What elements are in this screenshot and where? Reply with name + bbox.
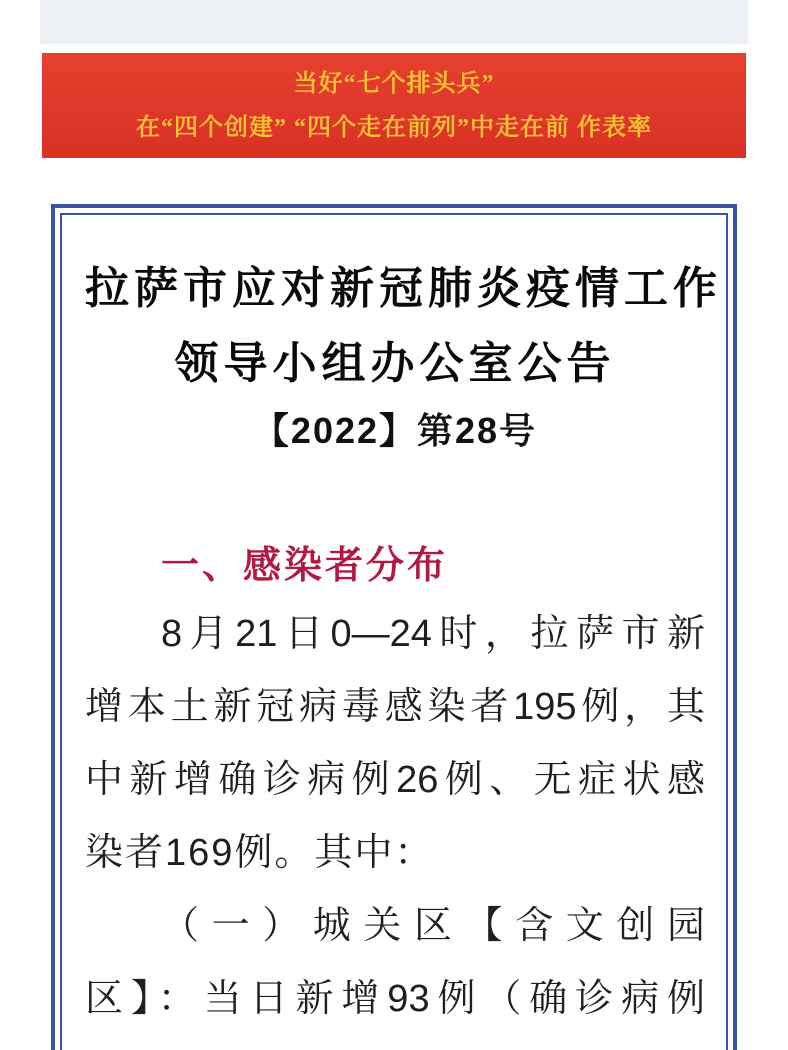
- slogan-line-1: 当好“七个排头兵”: [293, 70, 495, 97]
- slogan-line-2: 在“四个创建” “四个走在前列”中走在前 作表率: [136, 114, 652, 141]
- document-body: [85, 598, 705, 1036]
- section-heading: 一、感染者分布: [161, 545, 449, 587]
- body-line: 区】：当日新增93例（确诊病例: [85, 978, 705, 1020]
- announcement-card-inner: [60, 213, 728, 1050]
- announcement-card: [51, 204, 737, 1050]
- document-title-line-2: 领导小组办公室公告: [174, 339, 616, 388]
- slogan-banner: [42, 53, 746, 158]
- body-line: 8月21日0—24时，拉萨市新: [161, 613, 705, 655]
- body-line: 染者169例。其中：: [85, 832, 435, 874]
- document-title: [85, 251, 722, 401]
- body-line: 中新增确诊病例26例、无症状感: [85, 759, 705, 801]
- body-line: 增本土新冠病毒感染者195例，其: [85, 686, 705, 728]
- previous-image-strip: [40, 0, 748, 44]
- document-title-line-1: 拉萨市应对新冠肺炎疫情工作: [85, 264, 722, 313]
- document-number: 【2022】第28号: [252, 410, 538, 451]
- body-line: （一）城关区【含文创园: [161, 905, 705, 947]
